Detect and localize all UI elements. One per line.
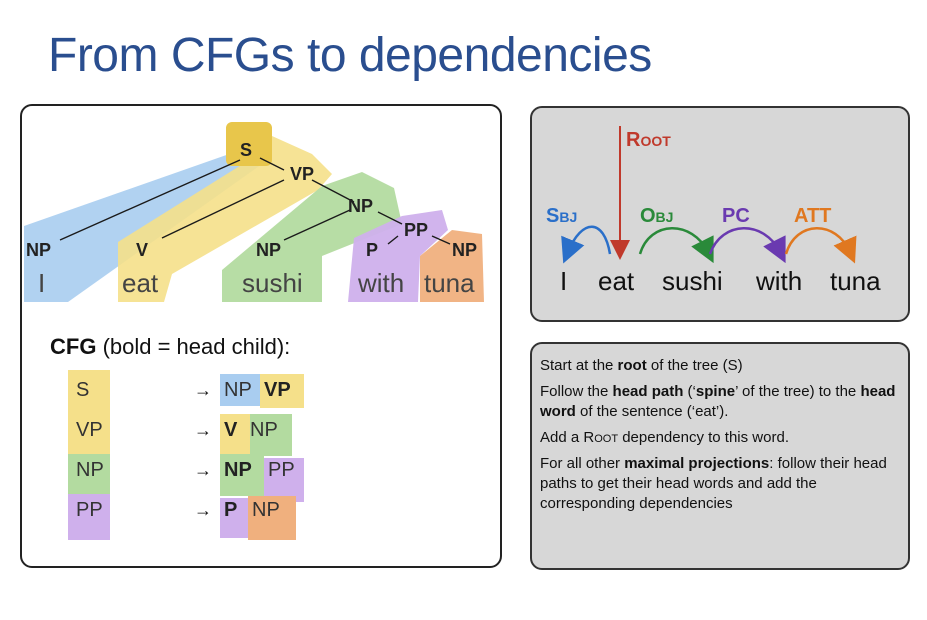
dep-word-tuna: tuna — [830, 266, 881, 296]
parse-tree — [22, 106, 500, 566]
rule-arrow: → — [194, 460, 212, 480]
label-root: Root — [626, 129, 671, 151]
cfg-heading: CFG (bold = head child): — [50, 334, 291, 359]
instruction-4: For all other maximal projections: follow their head paths to get their head words and add the corresponding dependencies — [540, 455, 887, 512]
node-p: P — [366, 240, 379, 260]
arc-sbj — [568, 227, 610, 254]
rule-rhs-head: VP — [264, 379, 291, 401]
rule-rhs: PP — [268, 459, 295, 481]
label-att: ATT — [794, 205, 832, 227]
word-tuna: tuna — [424, 268, 475, 298]
instruction-2: Follow the head path (‘spine’ of the tree) to the head word of the sentence (‘eat’). — [540, 383, 896, 420]
dep-word-eat: eat — [598, 266, 635, 296]
rule-arrow: → — [194, 420, 212, 440]
node-s: S — [240, 140, 253, 160]
dependency-diagram — [532, 108, 908, 320]
rule-rhs-head: NP — [224, 459, 252, 481]
instructions-panel — [530, 342, 910, 570]
word-sushi: sushi — [242, 268, 303, 298]
node-v: V — [136, 240, 149, 260]
dep-word-sushi: sushi — [662, 266, 723, 296]
rule-lhs: S — [76, 379, 90, 401]
label-pc: PC — [722, 205, 750, 227]
node-np-i: NP — [26, 240, 52, 260]
word-eat: eat — [122, 268, 159, 298]
rule-arrow: → — [194, 380, 212, 400]
label-sbj: Sbj — [546, 205, 578, 227]
node-np-tuna: NP — [452, 240, 478, 260]
node-np: NP — [348, 196, 374, 216]
rule-rhs: NP — [250, 419, 278, 441]
node-np-sushi: NP — [256, 240, 282, 260]
rule-rhs-head: V — [224, 419, 238, 441]
label-obj: Obj — [640, 205, 674, 227]
rule-rhs: NP — [224, 379, 252, 401]
word-with: with — [358, 268, 405, 298]
dep-word-with: with — [756, 266, 803, 296]
node-vp: VP — [290, 164, 315, 184]
arc-obj — [640, 228, 708, 254]
arc-pc — [710, 228, 780, 254]
word-i: I — [38, 268, 46, 298]
rule-lhs: VP — [76, 419, 103, 441]
cfg-panel — [20, 104, 502, 568]
rule-rhs: NP — [252, 499, 280, 521]
instruction-1: Start at the root of the tree (S) — [540, 357, 743, 374]
node-pp: PP — [404, 220, 429, 240]
rule-lhs: NP — [76, 459, 104, 481]
dependency-panel — [530, 106, 910, 322]
slide-title: From CFGs to dependencies — [48, 29, 652, 82]
rule-arrow: → — [194, 500, 212, 520]
arc-att — [786, 228, 850, 254]
rule-lhs: PP — [76, 499, 103, 521]
rule-rhs-head: P — [224, 499, 238, 521]
dep-word-i: I — [560, 266, 568, 296]
instruction-3: Add a Root dependency to this word. — [540, 429, 789, 446]
